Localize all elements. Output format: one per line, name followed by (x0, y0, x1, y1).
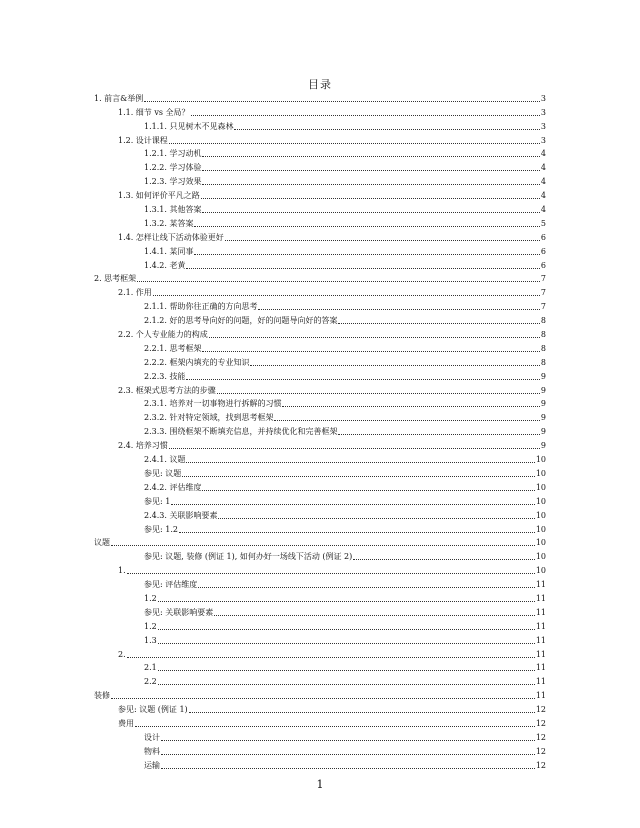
toc-entry-label: 2.2.2. 框架内填充的专业知识 (144, 357, 250, 367)
toc-entry-page: 6 (540, 260, 546, 270)
toc-entry-page: 3 (540, 107, 546, 117)
toc-entry-label: 1.2. 设计课程 (118, 135, 168, 145)
toc-entry[interactable] (94, 326, 546, 340)
toc-entry-label: 2.2 (144, 677, 157, 687)
toc-entry[interactable] (94, 284, 546, 298)
toc-entry-page: 10 (535, 552, 546, 562)
toc-entry[interactable] (94, 146, 546, 160)
page-number: 1 (316, 778, 324, 791)
toc-dot-leader (225, 239, 540, 241)
toc-dot-leader (135, 725, 535, 727)
toc-entry-page: 10 (535, 482, 546, 492)
toc-entry-page: 11 (535, 607, 546, 617)
toc-dot-leader (158, 600, 535, 602)
toc-entry-page: 7 (540, 288, 546, 298)
toc-dot-leader (186, 378, 539, 380)
toc-entry[interactable] (94, 521, 546, 535)
toc-entry-label: 议题 (94, 538, 110, 548)
toc-dot-leader (191, 114, 540, 116)
toc-entry-label: 2.2.1. 思考框架 (144, 343, 202, 353)
toc-entry-label: 2.1. 作用 (118, 288, 152, 298)
toc-dot-leader (161, 739, 535, 741)
toc-entry-label: 2.2. 个人专业能力的构成 (118, 330, 208, 340)
toc-dot-leader (186, 267, 539, 269)
toc-entry-page: 10 (535, 468, 546, 478)
toc-entry[interactable] (94, 340, 546, 354)
toc-entry[interactable] (94, 660, 546, 674)
toc-dot-leader (202, 183, 539, 185)
toc-entry-label: 2.2.3. 技能 (144, 371, 186, 381)
toc-dot-leader (169, 447, 540, 449)
toc-entry-label: 装修 (94, 691, 110, 701)
toc-entry-page: 7 (540, 274, 546, 284)
toc-entry[interactable] (94, 715, 546, 729)
toc-entry[interactable] (94, 354, 546, 368)
toc-entry-page: 4 (540, 177, 546, 187)
toc-entry[interactable] (94, 673, 546, 687)
toc-dot-leader (258, 308, 539, 310)
toc-dot-leader (217, 392, 540, 394)
toc-entry-page: 10 (535, 455, 546, 465)
toc-entry[interactable] (94, 118, 546, 132)
toc-dot-leader (201, 197, 540, 199)
toc-entry-page: 8 (540, 357, 546, 367)
toc-entry-page: 11 (535, 691, 546, 701)
toc-entry[interactable] (94, 271, 546, 285)
toc-dot-leader (144, 100, 540, 102)
toc-entry-label: 2.1.1. 帮助你往正确的方向思考 (144, 302, 258, 312)
toc-entry[interactable] (94, 687, 546, 701)
toc-entry-page: 8 (540, 343, 546, 353)
toc-entry[interactable] (94, 312, 546, 326)
toc-entry[interactable] (94, 187, 546, 201)
toc-entry-page: 9 (540, 427, 546, 437)
toc-dot-leader (214, 614, 535, 616)
toc-entry[interactable] (94, 535, 546, 549)
toc-entry-label: 物料 (144, 746, 160, 756)
toc-entry-page: 4 (540, 149, 546, 159)
toc-entry[interactable] (94, 201, 546, 215)
toc-dot-leader (161, 753, 535, 755)
toc-entry-page: 7 (540, 302, 546, 312)
toc-entry-page: 8 (540, 316, 546, 326)
toc-entry-label: 费用 (118, 718, 134, 728)
toc-entry-label: 2.3.2. 针对特定领域，找到思考框架 (144, 413, 274, 423)
toc-entry-label: 1.2.2. 学习体验 (144, 163, 202, 173)
toc-entry-label: 2.3.1. 培养对一切事物进行拆解的习惯 (144, 399, 282, 409)
toc-entry-label: 1.2 (144, 593, 157, 603)
toc-entry-page: 11 (535, 635, 546, 645)
toc-entry-label: 2.4.3. 关联影响要素 (144, 510, 218, 520)
toc-entry-label: 2.4.1. 议题 (144, 455, 186, 465)
table-of-contents (94, 90, 546, 771)
toc-entry-page: 9 (540, 385, 546, 395)
toc-entry[interactable] (94, 451, 546, 465)
toc-dot-leader (169, 142, 540, 144)
toc-entry-label: 2.3.3. 围绕框架不断填充信息，并持续优化和完善框架 (144, 427, 338, 437)
toc-dot-leader (158, 669, 535, 671)
toc-dot-leader (202, 489, 534, 491)
toc-entry-page: 12 (535, 746, 546, 756)
toc-entry-label: 参见: 议题, 装修 (例证 1), 如何办好一场线下活动 (例证 2) (144, 552, 353, 562)
toc-entry-label: 参见: 1 (144, 496, 171, 506)
toc-entry-label: 设计 (144, 732, 160, 742)
toc-dot-leader (194, 225, 539, 227)
toc-entry-label: 运输 (144, 760, 160, 770)
toc-entry-page: 11 (535, 677, 546, 687)
toc-dot-leader (274, 419, 539, 421)
toc-entry-page: 12 (535, 732, 546, 742)
toc-dot-leader (194, 253, 539, 255)
toc-entry-page: 6 (540, 232, 546, 242)
toc-entry[interactable] (94, 368, 546, 382)
toc-entry-label: 1.3.1. 其他答案 (144, 205, 202, 215)
toc-dot-leader (158, 642, 535, 644)
toc-entry-page: 12 (535, 760, 546, 770)
toc-entry-label: 2.4. 培养习惯 (118, 441, 168, 451)
toc-entry-page: 11 (535, 580, 546, 590)
toc-entry-page: 10 (535, 496, 546, 506)
toc-entry[interactable] (94, 548, 546, 562)
toc-entry-label: 1. (118, 566, 126, 576)
toc-entry[interactable] (94, 215, 546, 229)
toc-entry-label: 1.4.2. 老黄 (144, 260, 186, 270)
toc-dot-leader (338, 433, 539, 435)
toc-dot-leader (198, 586, 535, 588)
toc-entry-page: 12 (535, 718, 546, 728)
toc-dot-leader (179, 531, 535, 533)
toc-entry[interactable] (94, 132, 546, 146)
toc-dot-leader (218, 517, 534, 519)
toc-entry-page: 10 (535, 524, 546, 534)
toc-entry-label: 1.4.1. 某同事 (144, 246, 194, 256)
toc-entry[interactable] (94, 479, 546, 493)
toc-dot-leader (202, 155, 539, 157)
toc-entry-page: 4 (540, 205, 546, 215)
toc-entry[interactable] (94, 382, 546, 396)
toc-entry[interactable] (94, 562, 546, 576)
toc-dot-leader (353, 558, 535, 560)
toc-entry[interactable] (94, 104, 546, 118)
toc-entry-label: 1.2.3. 学习效果 (144, 177, 202, 187)
toc-dot-leader (202, 211, 539, 213)
toc-entry-page: 3 (540, 93, 546, 103)
toc-dot-leader (182, 475, 535, 477)
toc-entry-label: 1.2.1. 学习动机 (144, 149, 202, 159)
toc-entry[interactable] (94, 632, 546, 646)
toc-entry-page: 11 (535, 593, 546, 603)
toc-entry[interactable] (94, 257, 546, 271)
toc-entry-page: 11 (535, 663, 546, 673)
toc-entry-label: 2. 思考框架 (94, 274, 137, 284)
toc-dot-leader (202, 169, 539, 171)
toc-entry-page: 11 (535, 621, 546, 631)
toc-entry-label: 2.3. 框架式思考方法的步骤 (118, 385, 216, 395)
toc-entry[interactable] (94, 423, 546, 437)
toc-dot-leader (111, 544, 535, 546)
toc-entry-page: 9 (540, 399, 546, 409)
toc-entry-page: 4 (540, 191, 546, 201)
toc-entry-label: 参见: 1.2 (144, 524, 178, 534)
toc-entry[interactable] (94, 159, 546, 173)
toc-entry-page: 9 (540, 441, 546, 451)
toc-entry[interactable] (94, 507, 546, 521)
toc-entry-label: 1.1.1. 只见树木不见森林 (144, 121, 234, 131)
toc-title: 目录 (308, 78, 332, 91)
toc-dot-leader (234, 128, 539, 130)
toc-entry[interactable] (94, 701, 546, 715)
toc-dot-leader (209, 336, 540, 338)
toc-entry-label: 1.3.2. 某答案 (144, 218, 194, 228)
toc-dot-leader (250, 364, 539, 366)
toc-entry[interactable] (94, 604, 546, 618)
toc-entry-page: 10 (535, 538, 546, 548)
toc-entry-page: 5 (540, 218, 546, 228)
toc-entry-label: 1.2 (144, 621, 157, 631)
toc-entry-page: 12 (535, 705, 546, 715)
toc-dot-leader (186, 461, 534, 463)
toc-entry-label: 1.1. 细节 vs 全局？ (118, 107, 190, 117)
toc-entry-page: 10 (535, 510, 546, 520)
toc-dot-leader (189, 711, 535, 713)
toc-entry[interactable] (94, 646, 546, 660)
toc-entry-page: 9 (540, 413, 546, 423)
toc-entry-label: 2. (118, 649, 126, 659)
toc-dot-leader (153, 294, 540, 296)
toc-dot-leader (171, 503, 534, 505)
toc-entry-label: 2.4.2. 评估维度 (144, 482, 202, 492)
toc-entry-page: 6 (540, 246, 546, 256)
toc-dot-leader (202, 350, 539, 352)
toc-entry[interactable] (94, 173, 546, 187)
toc-dot-leader (161, 767, 535, 769)
toc-dot-leader (111, 697, 535, 699)
toc-entry[interactable] (94, 465, 546, 479)
toc-entry-label: 1.3. 如何评价平凡之路 (118, 191, 200, 201)
toc-dot-leader (158, 628, 535, 630)
toc-dot-leader (282, 405, 539, 407)
toc-dot-leader (127, 572, 535, 574)
toc-entry[interactable] (94, 229, 546, 243)
toc-entry-label: 参见: 议题 (144, 468, 182, 478)
toc-entry[interactable] (94, 409, 546, 423)
toc-entry[interactable] (94, 618, 546, 632)
toc-entry[interactable] (94, 743, 546, 757)
toc-entry-label: 参见: 关联影响要素 (144, 607, 214, 617)
toc-entry-label: 2.1.2. 好的思考导向好的问题，好的问题导向好的答案 (144, 316, 338, 326)
toc-dot-leader (137, 280, 540, 282)
toc-entry-label: 参见: 议题 (例证 1) (118, 705, 188, 715)
toc-entry[interactable] (94, 90, 546, 104)
toc-entry-page: 3 (540, 135, 546, 145)
toc-entry[interactable] (94, 576, 546, 590)
toc-entry[interactable] (94, 729, 546, 743)
toc-entry-page: 8 (540, 330, 546, 340)
toc-entry[interactable] (94, 298, 546, 312)
toc-dot-leader (338, 322, 539, 324)
toc-dot-leader (127, 656, 535, 658)
toc-entry[interactable] (94, 396, 546, 410)
toc-entry-label: 1.4. 怎样让线下活动体验更好 (118, 232, 224, 242)
toc-entry-label: 参见: 评估维度 (144, 580, 198, 590)
toc-entry-label: 1.3 (144, 635, 157, 645)
toc-entry[interactable] (94, 757, 546, 771)
toc-entry[interactable] (94, 437, 546, 451)
toc-entry-page: 11 (535, 649, 546, 659)
toc-entry[interactable] (94, 493, 546, 507)
toc-entry-label: 2.1 (144, 663, 157, 673)
toc-entry-page: 4 (540, 163, 546, 173)
toc-entry-page: 10 (535, 566, 546, 576)
toc-dot-leader (158, 683, 535, 685)
toc-entry-label: 1. 前言&举例 (94, 93, 144, 103)
toc-entry[interactable] (94, 590, 546, 604)
toc-entry[interactable] (94, 243, 546, 257)
toc-entry-page: 9 (540, 371, 546, 381)
toc-entry-page: 3 (540, 121, 546, 131)
